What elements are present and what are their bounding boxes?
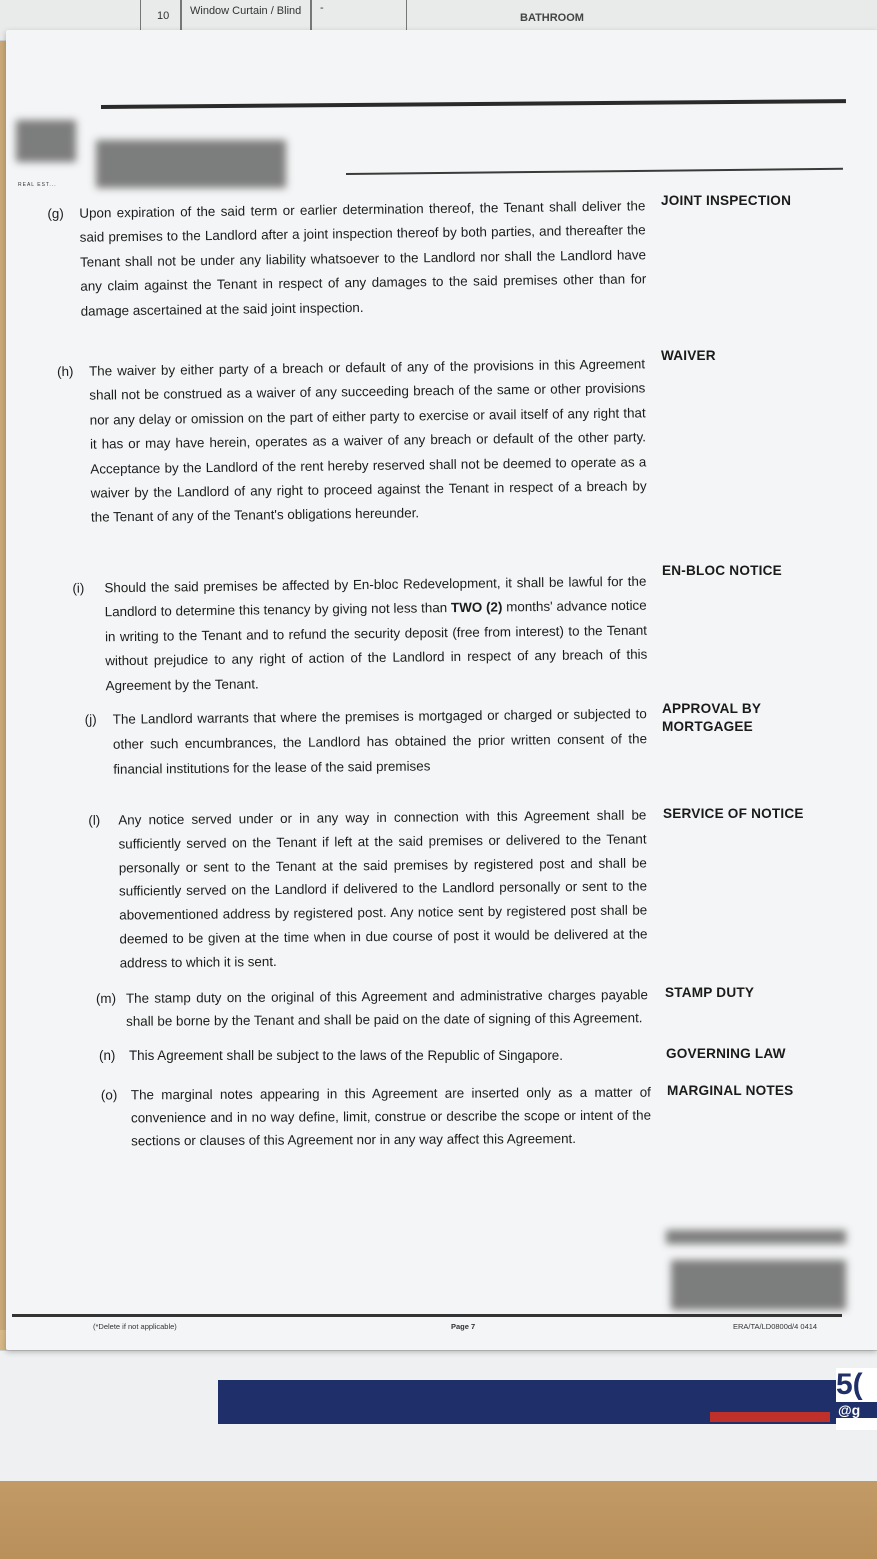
background-row-item: Window Curtain / Blind	[190, 5, 302, 17]
clause-text-end: months' advance notice in writing to the Tenant and to refund the security deposit (free from interest) to the Tenant without prejudice to any right of action of the Landlord in respect of any breach of this Agreement by the Tenant.	[104, 598, 648, 693]
clause-m	[95, 983, 648, 1033]
clause-text: The waiver by either party of a breach or default of any of the provisions in this Agreement shall not be construed as a waiver of any succeeding breach of the same or other provisions nor any delay or omission on the part of either party to exercise or avail itself of any right that it has or may have herein, operates as a waiver of any breach or default of the other party. Acceptance by the Landlord of the rent hereby reserved shall not be deemed to operate as a waiver by the Landlord of any right to proceed against the Tenant in respect of a breach by the Tenant of any of the Tenant's obligations hereunder.	[88, 356, 647, 526]
footer-note: (*Delete if not applicable)	[93, 1322, 177, 1331]
document-page	[6, 30, 877, 1350]
background-row-number: 10	[157, 10, 170, 22]
clause-o	[100, 1081, 652, 1153]
margin-note-service: SERVICE OF NOTICE	[663, 806, 804, 821]
background-row-value: -	[320, 2, 324, 14]
clause-text	[104, 570, 647, 699]
header-rule	[101, 99, 846, 109]
clause-label: (m)	[95, 990, 117, 1007]
redacted-logo	[16, 120, 76, 162]
redacted-signature-line	[666, 1230, 846, 1244]
margin-note-waiver: WAIVER	[661, 348, 716, 363]
redacted-header-text	[96, 140, 286, 188]
clause-label: (n)	[99, 1048, 116, 1063]
clause-g	[47, 194, 647, 323]
clause-i	[72, 570, 648, 699]
margin-note-line: APPROVAL BY	[662, 701, 762, 716]
form-code: ERA/TA/LD0800d/4 0414	[733, 1322, 818, 1331]
clause-text-bold: TWO (2)	[450, 599, 503, 616]
clause-label: (l)	[88, 812, 101, 828]
margin-note-en-bloc: EN-BLOC NOTICE	[662, 563, 782, 578]
clause-text: This Agreement shall be subject to the laws of the Republic of Singapore.	[129, 1048, 563, 1063]
clause-text: The stamp duty on the original of this Agreement and administrative charges payable shall be borne by the Tenant and shall be paid on the date of signing of this Agreement.	[125, 987, 648, 1029]
clause-label: (h)	[56, 363, 74, 380]
clause-label: (j)	[84, 711, 97, 728]
clause-label: (g)	[47, 205, 64, 222]
corner-logo-sub: @g	[836, 1402, 877, 1418]
clause-text: The marginal notes appearing in this Agreement are inserted only as a matter of convenience and in no way define, limit, construe or describe the scope or intent of the sections or clauses of this Agreement nor in any way affect this Agreement.	[130, 1084, 652, 1149]
redacted-stamp	[671, 1260, 846, 1310]
footer-rule	[12, 1314, 842, 1317]
clause-n	[99, 1044, 649, 1068]
clause-j	[84, 701, 648, 782]
corner-logo-text: 5(	[836, 1368, 863, 1401]
clause-text-start: Should the said premises be affected by En-bloc Redevelopment, it shall be lawful for the Landlord to determine this tenancy by giving not less than	[104, 573, 647, 620]
margin-note-joint-inspection: JOINT INSPECTION	[661, 193, 792, 208]
margin-note-approval	[662, 700, 761, 736]
clause-text: Any notice served under or in any way in connection with this Agreement shall be sufficiently served on the Tenant if left at the said premises or delivered to the Tenant personally or sent to the Tenant at the said premises by registered post and shall be sufficiently served on the Landlord if delivered to the Landlord personally or sent to the abovementioned address by registered post. Any notice sent by registered post shall be deemed to be given at the time when in due course of post it would be delivered at the address to which it is sent.	[118, 807, 648, 971]
corner-logo	[836, 1368, 877, 1430]
page-number: Page 7	[451, 1322, 476, 1331]
header-rule-thin	[346, 168, 843, 175]
margin-note-marginal-notes: MARGINAL NOTES	[667, 1083, 794, 1098]
margin-note-stamp-duty: STAMP DUTY	[665, 985, 755, 1000]
margin-note-line: MORTGAGEE	[662, 719, 753, 734]
margin-note-governing-law: GOVERNING LAW	[666, 1046, 786, 1061]
clause-h	[56, 352, 647, 530]
background-red-strip	[710, 1412, 830, 1422]
clause-text: Upon expiration of the said term or earlier determination thereof, the Tenant shall deliver the said premises to the Landlord after a joint inspection thereof by both parties, and thereafter the Tenant shall not be under any liability whatsoever to the Landlord nor shall the Landlord have any claim against the Tenant in respect of any damages to the said premises other than for damage ascertained at the said joint inspection.	[79, 198, 647, 319]
logo-caption: REAL EST...	[18, 182, 57, 188]
clause-label: (o)	[100, 1087, 118, 1103]
background-heading: BATHROOM	[520, 12, 584, 24]
clause-l	[88, 803, 648, 975]
clause-label: (i)	[72, 580, 85, 596]
clause-text: The Landlord warrants that where the premises is mortgaged or charged or subjected to other such encumbrances, the Landlord has obtained the prior written consent of the financial institutions for the lease of the said premises	[112, 706, 648, 777]
